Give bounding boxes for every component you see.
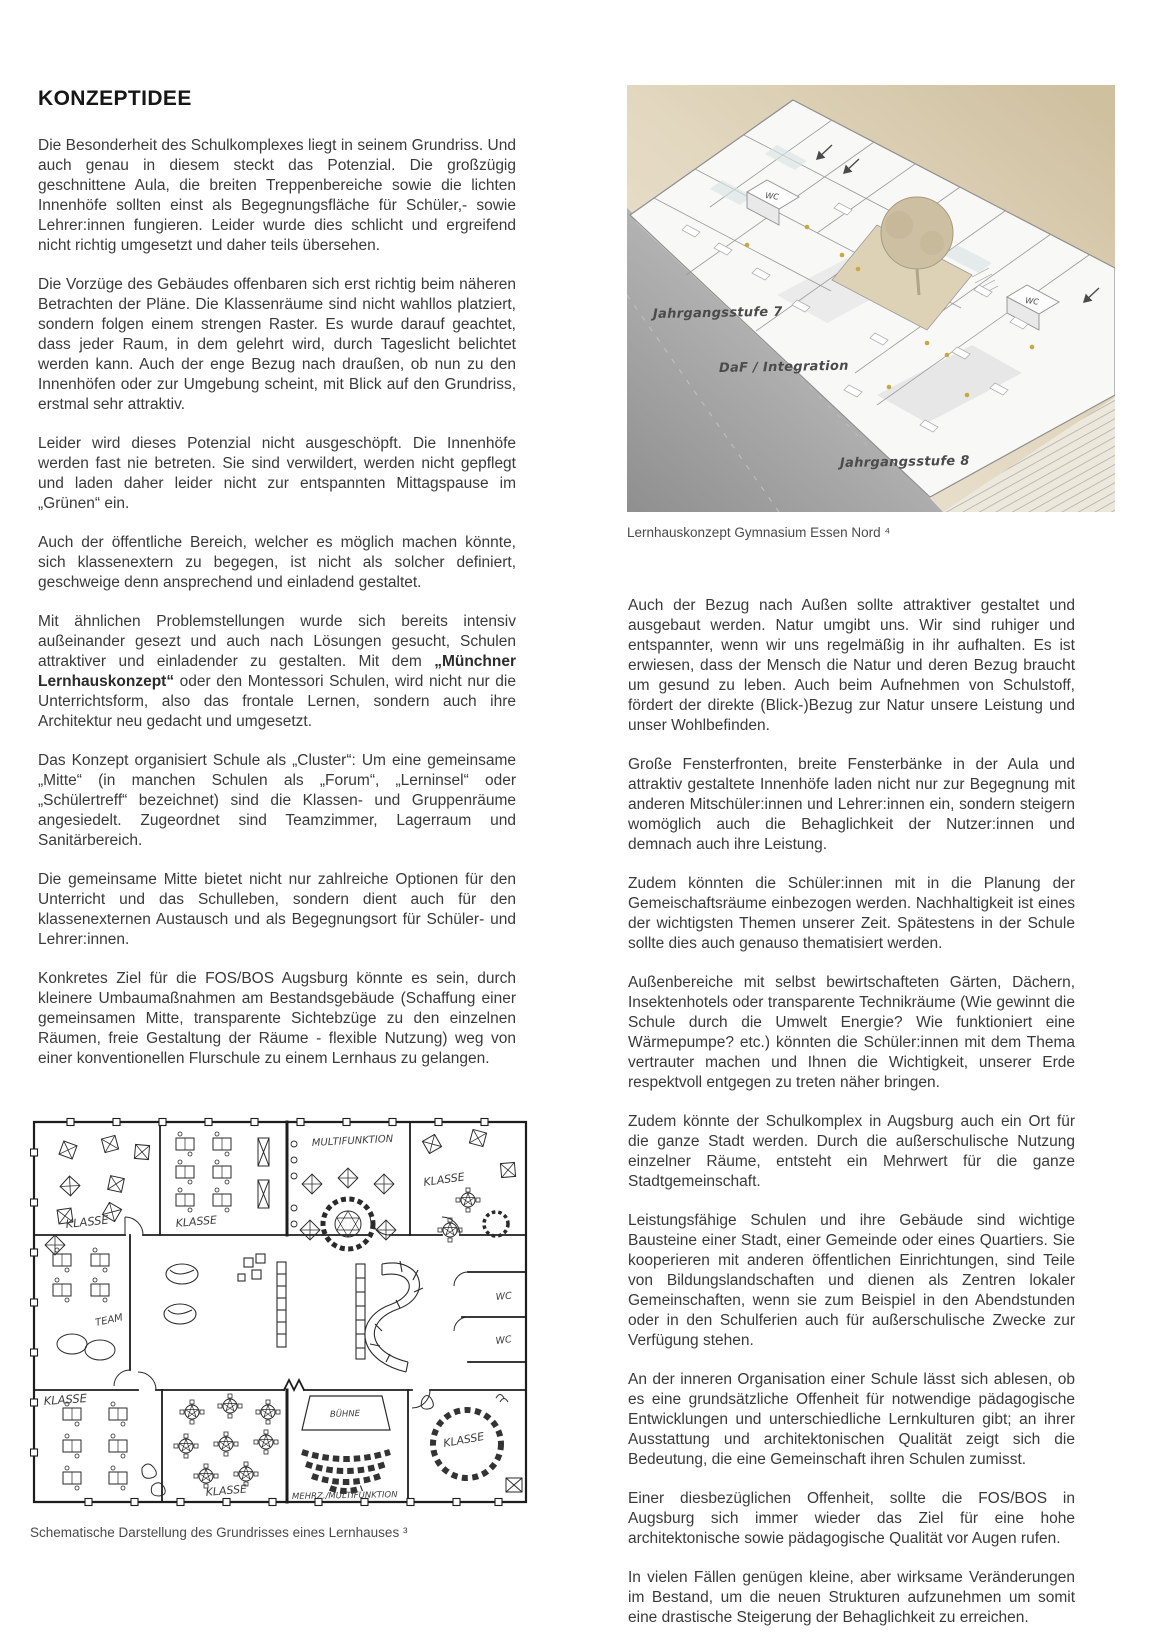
paragraph-planung-gemeinschaftsraeume: Zudem könnten die Schüler:innen mit in die Planung der Gemeischaftsräume einbezogen werden. Nachhaltigkeit ist eines der wichtigsten Themen unserer Zeit. Spätestens in der Schule sollte dies auch genauso thematisiert werden. bbox=[628, 875, 1075, 952]
figure-lernhaus-floorplan bbox=[30, 1112, 530, 1541]
wc-label-a: WC bbox=[764, 191, 780, 202]
label-klasse-top-mid: KLASSE bbox=[175, 1213, 218, 1230]
iso-caption: Lernhauskonzept Gymnasium Essen Nord ⁴ bbox=[627, 525, 891, 540]
label-buehne: BÜHNE bbox=[329, 1408, 361, 1420]
plan-caption: Schematische Darstellung des Grundrisses eines Lernhauses ³ bbox=[30, 1525, 408, 1540]
paragraph-potenzial: Leider wird dieses Potenzial nicht ausgeschöpft. Die Innenhöfe werden fast nie betreten. Sie sind verwildert, werden nicht gepflegt und laden daher leider nicht zur entspannten Mittagspause im „Grünen“ ein. bbox=[38, 435, 516, 512]
paragraph-cluster: Das Konzept organisiert Schule als „Cluster“: Um eine gemeinsame „Mitte“ (in manchen Schulen als „Forum“, „Lerninsel“ oder „Schülertreff“ bezeichnet) sind die Klassen- und Gruppenräume angesiedelt. Zugeordnet sind Teamzimmer, Lagerraum und Sanitärbereich. bbox=[38, 752, 516, 849]
plan-room-labels bbox=[43, 1134, 512, 1502]
isometric-rendering-image bbox=[627, 85, 1115, 512]
label-team: TEAM bbox=[94, 1312, 124, 1329]
label-wc-lower: WC bbox=[495, 1334, 513, 1347]
paragraph-fensterfronten: Große Fensterfronten, breite Fensterbänke in der Aula und attraktiv gestaltete Innenhöfe laden nicht nur zur Begegnung mit anderen Mitschüler:innen und Lehrer:innen ein, sondern steigern womöglich auch die Behaglichkeit der Nutzer:innen und demnach auch ihre Leistung. bbox=[628, 756, 1075, 853]
label-klasse-bottom-right: KLASSE bbox=[442, 1429, 486, 1450]
left-column bbox=[38, 88, 516, 1069]
label-klasse-bottom-left: KLASSE bbox=[43, 1391, 88, 1408]
paragraph-text: oder den Montessori Schulen, wird nicht nur die Unterrichtsform, also das frontale Lernen, sondern auch ihre Architektur neu gedacht und umgesetzt. bbox=[38, 673, 516, 730]
paragraph-oeffentlicher-bereich: Auch der öffentliche Bereich, welcher es möglich machen könnte, sich klassenextern zu begegen, ist nicht als solcher definiert, geschweige denn ansprechend und einladend gestaltet. bbox=[38, 534, 516, 591]
paragraph-konkretes-ziel: Konkretes Ziel für die FOS/BOS Augsburg könnte es sein, durch kleinere Umbaumaßnahmen am Bestandsgebäude (Schaffung einer gemeinsamen Mitte, transparente Sichtebzüge zu den einzelnen Räumen, freie Gestaltung der Räume - flexible Nutzung) weg von einer konventionellen Flurschule zu einem Lernhaus zu gelangen. bbox=[38, 970, 516, 1067]
label-mehrz-multifunktion: MEHRZ./MULTIFUNKTION bbox=[291, 1490, 398, 1502]
paragraph-gemeinsame-mitte: Die gemeinsame Mitte bietet nicht nur zahlreiche Optionen für den Unterricht und das Schulleben, sondern dient auch für den klassenexternen Austausch und als Begegnungsort für Schüler- und Lehrer:innen. bbox=[38, 871, 516, 948]
paragraph-vorzuege: Die Vorzüge des Gebäudes offenbaren sich erst richtig beim näheren Betrachten der Pläne. Die Klassenräume sind nicht wahllos platziert, sondern folgen einem strengen Raster. Es wurde darauf geachtet, dass jeder Raum, in dem gelehrt wird, durch Tageslicht belichtet werden kann. Auch der enge Bezug nach draußen, ob nun zu den Innenhöfen oder zur Umgebung scheint, mit Blick auf den Grundriss, erstmal sehr attraktiv. bbox=[38, 276, 516, 413]
label-multifunktion: MULTIFUNKTION bbox=[311, 1133, 394, 1149]
label-klasse-top-right: KLASSE bbox=[422, 1170, 466, 1189]
label-jahrgangsstufe-7: Jahrgangsstufe 7 bbox=[652, 304, 783, 322]
label-daf-integration: DaF / Integration bbox=[718, 358, 849, 376]
paragraph-ort-fuer-die-stadt: Zudem könnte der Schulkomplex in Augsburg auch ein Ort für die ganze Stadt werden. Durch die außerschulische Nutzung einzelner Räume, entsteht ein Mehrwert für die ganze Stadtgemeinschaft. bbox=[628, 1113, 1075, 1190]
figure-lernhauskonzept-isometric bbox=[627, 85, 1115, 541]
label-klasse-bottom-mid: KLASSE bbox=[205, 1482, 248, 1499]
bold-muenchner-lernhauskonzept: „Münchner Lernhauskonzept“ bbox=[38, 653, 516, 690]
wc-label-b: WC bbox=[1024, 296, 1040, 307]
paragraph-innere-organisation: An der inneren Organisation einer Schule lässt sich ablesen, ob es eine grundsätzliche Offenheit für notwendige pädagogische Entwicklungen und unterschiedliche Lernkulturen gibt; an ihrer Ausstattung und architektonischen Qualität zeigt sich die Bedeutung, die eine Gemeinschaft ihren Schulen zumisst. bbox=[628, 1371, 1075, 1468]
paragraph-grundriss: Die Besonderheit des Schulkomplexes liegt in seinem Grundriss. Und auch genau in diesem steckt das Potenzial. Die großzügig geschnittene Aula, die breiten Treppenbereiche sowie die lichten Innenhöfe sollten einst als Begegnungsfläche für Schüler,- sowie Lehrer:innen fungieren. Leider wurde dies schlicht und ergreifend nicht richtig umgesetzt und daher teils übersehen. bbox=[38, 137, 516, 254]
right-column bbox=[628, 596, 1075, 1628]
paragraph-leistungsfaehige-schulen: Leistungsfähige Schulen und ihre Gebäude sind wichtige Bausteine einer Stadt, einer Gemeinde oder eines Quartiers. Sie kooperieren mit anderen öffentlichen Einrichtungen, sind Teile von Bildungslandschaften und dienen als Zentren lokaler Gemeinschaften, wenn sie zum Beispiel in den Abendstunden oder in den Schulferien auch für außerschulische Zwecke zur Verfügung stehen. bbox=[628, 1212, 1075, 1349]
paragraph-text: Mit ähnlichen Problemstellungen wurde sich bereits intensiv außeinander gesezt und auch nach Lösungen gesucht, Schulen attraktiver und einladender zu gestalten. Mit dem bbox=[38, 613, 516, 670]
page-title: KONZEPTIDEE bbox=[38, 87, 192, 110]
plan-door-arcs bbox=[114, 1215, 468, 1408]
label-jahrgangsstufe-8: Jahrgangsstufe 8 bbox=[839, 453, 970, 471]
paragraph-kleine-veraenderungen: In vielen Fällen genügen kleine, aber wirksame Veränderungen im Bestand, um die neuen Strukturen aufzunehmen um somit eine drastische Steigerung der Behaglichkeit zu erreichen. bbox=[628, 1569, 1075, 1626]
label-klasse-top-left: KLASSE bbox=[64, 1212, 110, 1231]
label-wc-upper: WC bbox=[495, 1290, 513, 1303]
paragraph-aussenbereiche: Außenbereiche mit selbst bewirtschafteten Gärten, Dächern, Insektenhotels oder transparente Technikräume (Wie gewinnt die Schule durch die Umwelt Energie? Wie funktioniert eine Wärmepumpe? etc.) könnten die Schüler:innen mit dem Thema vertrauter machen und Ihnen die Wichtigkeit, unserer Erde respektvoll entgegen zu treten näher bringen. bbox=[628, 974, 1075, 1091]
paragraph-offenheit-fosbos: Einer diesbezüglichen Offenheit, sollte die FOS/BOS in Augsburg sich immer wieder das Ziel für eine hohe architektonische sowie pädagogische Qualität vor Augen rufen. bbox=[628, 1490, 1075, 1547]
paragraph-lernhauskonzept bbox=[38, 612, 516, 732]
paragraph-bezug-nach-aussen: Auch der Bezug nach Außen sollte attraktiver gestaltet und ausgebaut werden. Natur umgibt uns. Wir sind ruhiger und entspannter, wenn wir uns regelmäßig in ihr aufhalten. Es ist erwiesen, dass der Mensch die Natur und deren Bezug braucht um gesund zu leben. Auch beim Aufnehmen von Schulstoff, fördert der direkte (Blick-)Bezug zur Natur unsere Leistung und unser Wohlbefinden. bbox=[628, 597, 1075, 734]
floorplan-sketch-image bbox=[30, 1112, 530, 1510]
